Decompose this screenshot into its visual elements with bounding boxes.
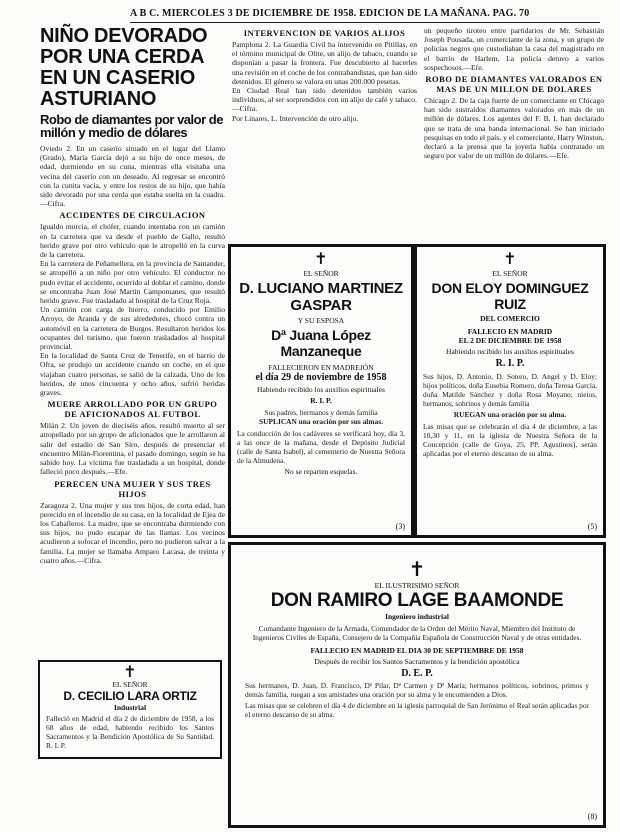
obituary-name: D. CECILIO LARA ORTIZ xyxy=(63,689,197,703)
obituary-ref: (5) xyxy=(587,522,597,531)
obituary-rip: D. E. P. xyxy=(401,668,433,679)
obituary-lage xyxy=(228,542,606,828)
obituary-masses: Las misas que se celebrarán el día 4 de diciembre, a las 10,30 y 11, en la iglesia de Nuestra Señora de la Concepción (calle de Goya, 25, PP. Agustinos), serán aplicadas por el eterno descanso de su alma. xyxy=(423,422,597,458)
obituary-suplican: SUPLICAN una oración por sus almas. xyxy=(259,417,383,426)
cross-icon: ✝ xyxy=(503,249,517,268)
obituary-profession: Industrial xyxy=(113,703,147,712)
section-heading: MUERE ARROLLADO POR UN GRUPO DE AFICIONADOS AL FUTBOL xyxy=(47,399,218,420)
article-paragraph: En Ciudad Real han sido detenidos también varios individuos, al ser sorprendidos con un alijo de café y tabaco.—Cifra. xyxy=(232,86,417,114)
obituary-date: EL 2 DE DICIEMBRE DE 1958 xyxy=(458,336,562,345)
main-headline: NIÑO DEVORADO POR UNA CERDA EN UN CASERIO ASTURIANO xyxy=(40,25,208,110)
obituary-name: D. LUCIANO MARTINEZ GASPAR xyxy=(239,280,403,314)
obituary-name: DON RAMIRO LAGE BAAMONDE xyxy=(270,590,564,611)
obituary-ruiz xyxy=(414,244,606,538)
obituary-title: EL SEÑOR xyxy=(303,269,339,278)
article-paragraph: Oviedo 2. En un caserío situado en el lugar del Llamo (Grado), María García dejó a su hijo de once meses, de edad, durmiendo en su cuna, mientras ella visitaba una vecina del caserío con un deseado. Al regresar se encontró con la cunita vacía, y entre los restos de su hijo, que había sido devorado por una cerda que estaba suelta en la cuadra.—Cifra. xyxy=(40,144,225,209)
article-paragraph: Zaragoza 2. Una mujer y sus tres hijos, de corta edad, han perecido en el incendio de su casa, en la localidad de Ejea de los Caballeros. La madre, que se encontraba durmiendo con sus hijos, no pudo escapar de las llamas. Los vecinos acudieron a sofocar el incendio, pero no pudieron salvar a la familia. La mujer se llamaba Amparo Lacasa, de treinta y cuatro años.—Cifra. xyxy=(40,500,225,565)
section-heading: INTERVENCION DE VARIOS ALIJOS xyxy=(243,28,406,38)
obituary-masses: Las misas que se celebren el día 4 de diciembre en la iglesia parroquial de San Jerónimo el Real serán aplicadas por el eterno descanso de su alma. xyxy=(245,701,589,719)
obituary-ref: (8) xyxy=(587,812,597,821)
obituary-ref: (3) xyxy=(395,522,405,531)
obituary-name: DON ELOY DOMINGUEZ RUIZ xyxy=(431,280,589,312)
obituary-description: Comandante Ingeniero de la Armada, Comendador de la Orden del Mérito Naval, Miembro del Instituto de Ingenieros Civiles de España, Consejero de la Compañía Española de Construcción Naval y de otras entidades. xyxy=(252,624,582,642)
column-3 xyxy=(424,26,604,236)
obituary-title: EL SEÑOR xyxy=(112,680,148,689)
cross-icon: ✝ xyxy=(408,557,426,581)
obituary-name-2: Dª Juana López Manzaneque xyxy=(271,327,371,359)
obituary-died: FALLECIO EN MADRID xyxy=(467,327,553,336)
column-2 xyxy=(232,26,417,236)
obituary-conduction: La conducción de los cadáveres se verificará hoy, día 3, a las once de la mañana, desde el Depósito Judicial (calle de Santa Isabel), al cementerio de Nuestra Señora de la Almudena. xyxy=(237,429,405,465)
obituary-died: FALLECIERON EN MADREJÓN xyxy=(268,363,374,372)
obituary-sacraments: Después de recibir los Santos Sacramentos y la bendición apostólica xyxy=(314,657,520,666)
obituary-rip: R. I. P. xyxy=(495,358,525,369)
obituary-no-esquelas: No se reparten esquelas. xyxy=(284,467,358,476)
section-heading: ROBO DE DIAMANTES VALORADOS EN MAS DE UN MILLON DE DOLARES xyxy=(425,74,603,95)
article-paragraph: En la carretera de Peñamellera, en la provincia de Santander, se atropelló a un niño por otro vehículo. El conductor no pudo evitar el accidente, ocurrido al doblar el camino, donde se encontraba Juan José Martín Campomanes, que resultó herido grave. Fue trasladado al hospital de la Cruz Roja. xyxy=(40,259,225,306)
obituary-rip: R. I. P. xyxy=(310,396,332,405)
main-subheadline: Robo de diamantes por valor de millón y medio de dólares xyxy=(40,112,223,140)
obituary-date: el día 29 de noviembre de 1958 xyxy=(255,372,387,383)
cross-icon: ✝ xyxy=(123,662,137,681)
obituary-title: EL SEÑOR xyxy=(492,269,528,278)
obituary-role: DEL COMERCIO xyxy=(480,314,540,323)
obituary-text: Falleció en Madrid el día 2 de diciembre de 1958, a los 68 años de edad, habiendo recibido los Santos Sacramentos y la Bendición Apostólica de Su Santidad. R. I. P. xyxy=(46,714,214,750)
cross-icon: ✝ xyxy=(314,249,328,268)
obituary-sacraments: Habiendo recibido los auxilios espirituales xyxy=(257,385,385,394)
article-paragraph: Igualdo murcia, el chófer, cuando intentaba con un camión en la carretera que va desde el pueblo de Gallo, resultó herido grave por otro vehículo que le atropelló en la curva de la carretera. xyxy=(40,222,225,260)
section-heading: PERECEN UNA MUJER Y SUS TRES HIJOS xyxy=(54,478,211,499)
obituary-family: Sus hijos, D. Antonio, D. Sotero, D. Angel y D. Eloy; hijos políticos, doña Eusebia Romero, doña Teresa García, doña Matilde Sánchez y doña Rosa Moyano; nietos, hermanos, sobrinos y demás familia xyxy=(423,372,597,408)
section-heading: ACCIDENTES DE CIRCULACION xyxy=(59,210,206,221)
article-paragraph: En la localidad de Santa Cruz de Tenerife, en el barrio de Ofra, se produjo un accidente cuando un coche, en el que viajaban cuatro personas, se salió de la calzada. Uno de los heridos, de unos cincuenta y ocho años, sufrió heridas graves. xyxy=(40,351,225,398)
obituary-role: Ingeniero industrial xyxy=(385,612,449,621)
obituary-connector: Y SU ESPOSA xyxy=(297,316,345,325)
article-paragraph: Un camión con carga de hierro, conducido por Emilio Arroyo, de Aranda y de sus alrededores, chocó contra un automóvil en la carretera de Burgos. Resultaron heridos los ocupantes del turismo, que fueron trasladados al hospital provincial. xyxy=(40,305,225,352)
obituary-martinez xyxy=(228,244,414,538)
obituary-ruegan: RUEGAN una oración por su alma. xyxy=(453,410,567,419)
article-paragraph: Pamplona 2. La Guardia Civil ha intervenido en Pitillas, en el término municipal de Olite, un alijo de tabaco, cuando se disponían a pasar la frontera. Fue descubierto al hacerles una revisión en el coche de los contrabandistas, que han sido detenidos. El género se valora en unas 200.000 pesetas. xyxy=(232,40,417,86)
obituary-lara xyxy=(38,660,222,759)
obituary-mourners: Sus padres, hermanos y demás familia xyxy=(264,408,378,417)
obituary-title: EL ILUSTRISIMO SEÑOR xyxy=(374,581,460,590)
article-paragraph: Por Linares, L. Intervención de otro alijo. xyxy=(232,113,359,123)
page-header: A B C. MIERCOLES 3 DE DICIEMBRE DE 1958. EDICION DE LA MAÑANA. PAG. 70 xyxy=(130,8,600,23)
obituary-family: Sus hermanos, D. Juan, D. Francisco, Dª Pilar, Dª Carmen y Dª María; hermanos políticos, sobrinos, primos y demás familia, ruegan a sus amistades una oración por su alma y le encomienden a Dios. xyxy=(245,681,589,699)
obituary-sacraments: Habiendo recibido los auxilios espirituales xyxy=(446,347,574,356)
article-paragraph: Chicago 2. De la caja fuerte de un comerciante en Chicago han sido sustraídos diamantes valorados en más de un millón de dólares. Los agentes del F. B. I. han declarado que se trata de una banda internacional. Se han iniciado pesquisas en todo el país, y el comerciante, Harry Winston, declaró a la prensa que la joyería había contratado un seguro por valor de un millón de dólares.—Efe. xyxy=(424,96,604,161)
obituary-died: FALLECIO EN MADRID EL DIA 30 DE SEPTIEMBRE DE 1958 xyxy=(310,646,524,655)
column-1 xyxy=(40,25,225,565)
article-paragraph: Milán 2. Un joven de dieciséis años, resultó muerto al ser atropellado por un grupo de aficionados que le arrollaron al salir del estadio de San Siro, después de presenciar el encuentro Milán-Fiorentina, el pasado domingo, según se ha sabido hoy. La víctima fue trasladada a un hospital, donde falleció poco después.—Efe. xyxy=(40,421,225,477)
article-paragraph: un pequeño tiroteo entre partidarios de Mr. Sebastián Joseph Pousada, un comerciante de la zona, y un grupo de policías negros que custodiaban la casa del magistrado en el barrio de Harlem. La policía detuvo a varios sospechosos.—Efe. xyxy=(424,26,604,72)
